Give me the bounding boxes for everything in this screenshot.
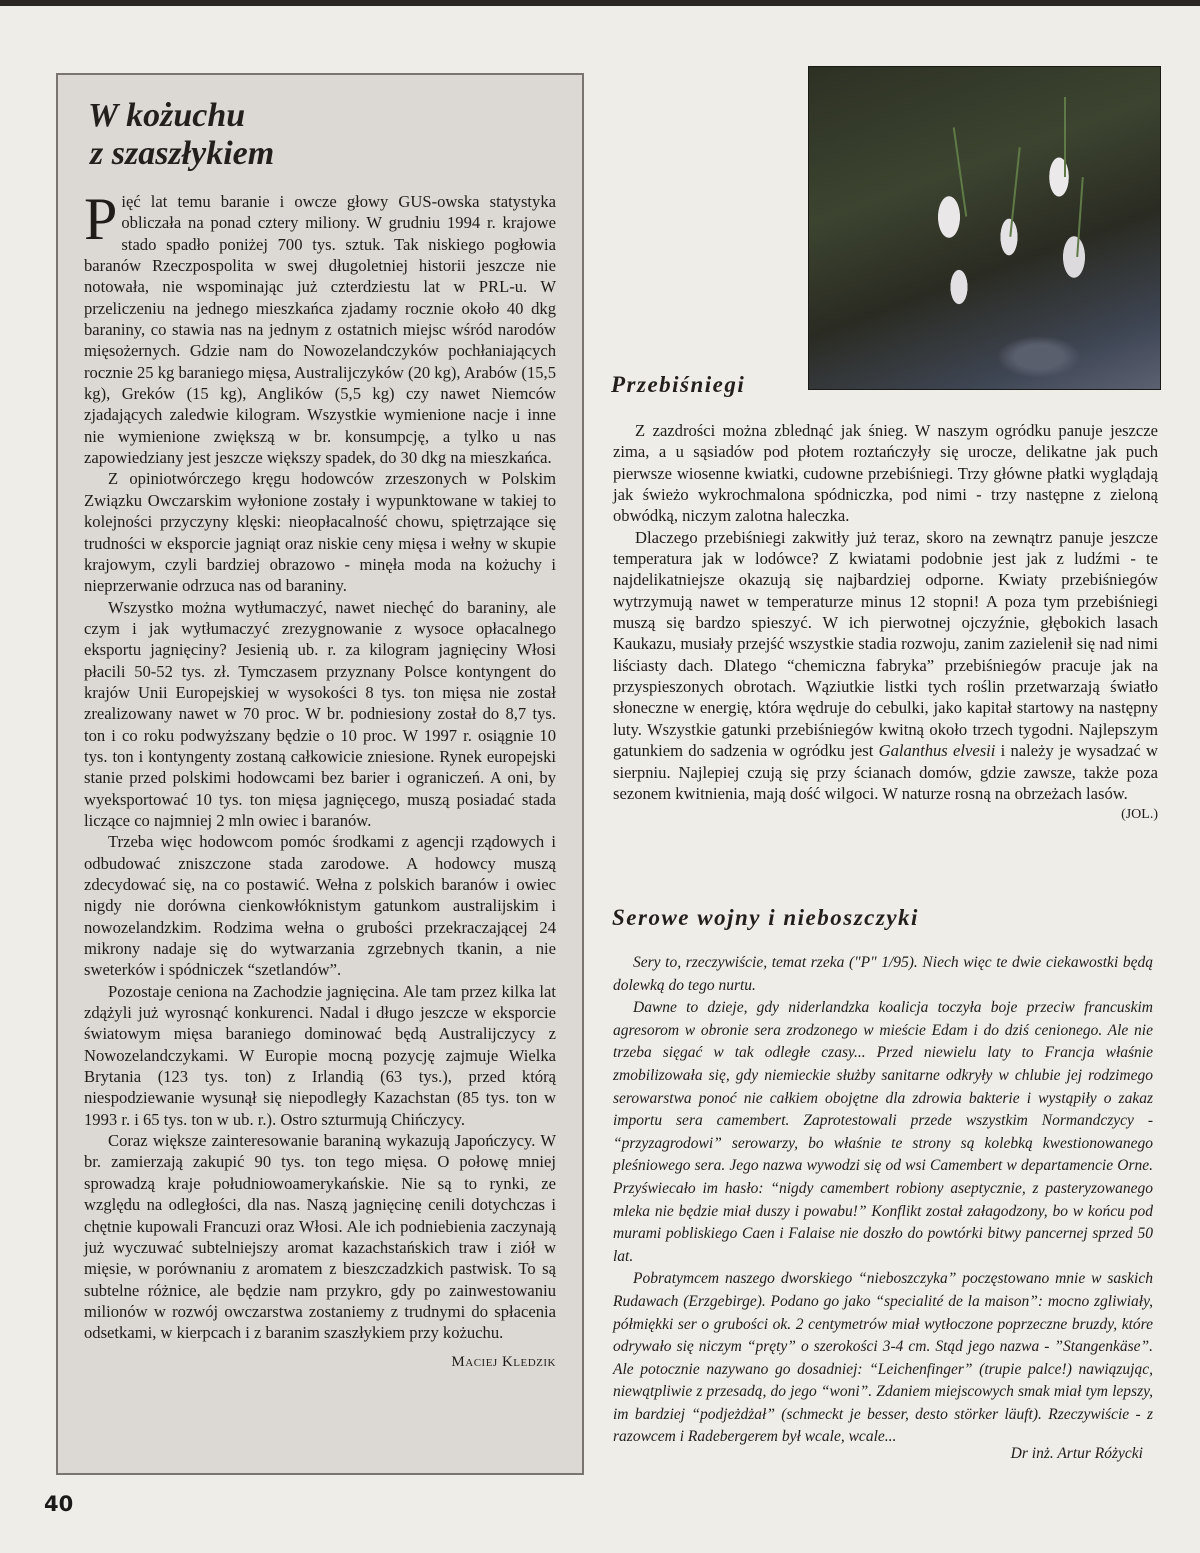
paragraph-4: Trzeba więc hodowcom pomóc środkami z agencji rządowych i odbudować zniszczone stada zarodowe. A hodowcy muszą zdecydować się, na co postawić. Wełna z polskich baranów i owiec nigdy nie dorówna cienkowłóknistym gatunkom australijskim i nowozelandzkim. Rodzima wełna o grubości przekraczającej 24 mikrony nadaje się do wytwarzania zgrzebnych tkanin, a nie sweterków i spódniczek “szetlandów”. <box>84 832 556 980</box>
cheese-author: Dr inż. Artur Różycki <box>1010 1445 1143 1462</box>
sidebar-body <box>84 186 556 1373</box>
paragraph-5: Pozostaje ceniona na Zachodzie jagnięcina. Ale tam przez kilka lat zdążyli już wyrosnąć konkurenci. Nadal i długo jeszcze w eksporcie światowym mięsa baraniego dominować będą Australijczycy z Nowozelandczykami. W Europie mocną pozycję zajmuje Wielka Brytania (123 tys. ton) z Irlandią (63 tys.), przed którą niespodziewanie wysunął się niepodległy Kazachstan (85 tys. ton w 1993 r. i 65 tys. ton w ub. r.). Ostro szturmują Chińczycy. <box>84 981 556 1129</box>
snowdrop-photo <box>808 66 1161 390</box>
page-number: 40 <box>44 1492 74 1516</box>
cheese-paragraph-2: Dawne to dzieje, gdy niderlandzka koalicja toczyła boje przeciw francuskim agresorom w obronie sera zrodzonego w mieście Edam i do dziś cenionego. Ale nie trzeba sięgać w tak odległe czasy... Przed niewielu laty to Francja właśnie zmobilizowała się, gdy niemieckie służby sanitarne odkryły w chlubie jej rodzimego serowarstwa ponoć nie całkiem obojętne dla zdrowia bakterie i wystąpiły o zakaz importu sera camembert. Zaprotestowali przede wszystkim Normandczycy - “przyzagrodowi” serowarzy, bo właśnie te strony są kolebką kwestionowanego pleśniowego sera. Jego nazwa wywodzi się od wsi Camembert w departamencie Orne. Przyświecało im hasło: “nigdy camembert robiony aseptycznie, z pasteryzowanego mleka nie będzie miał duszy i powabu!” Konflikt został załagodzony, bo w końcu pod murami pobliskiego Caen i Falaise nie doszło do powtórki bitwy pancernej sprzed 50 lat. <box>613 999 1153 1265</box>
snowdrop-signature: (JOL.) <box>1121 807 1158 823</box>
drop-cap: P <box>84 186 118 252</box>
snowdrop-paragraph-1: Z zazdrości można zblednąć jak śnieg. W naszym ogródku panuje jeszcze zima, a u sąsiadów pod płotem roztańczyły się urocze, delikatne jak puch pierwsze wiosenne kwiatki, cudowne przebiśniegi. Trzy główne płatki wyglądają jak świeżo wykrochmalona spódniczka, pod nimi - trzy następne z zieloną obwódką, niczym zalotna haleczka. <box>613 421 1158 526</box>
title-line-1: W kożuchu <box>88 97 246 134</box>
top-rule <box>0 0 1200 6</box>
paragraph-1: Pięć lat temu baranie i owcze głowy GUS-owska statystyka obliczała na ponad cztery miliony. W grudniu 1994 r. krajowe stado spadło poniżej 700 tys. sztuk. Tak niskiego pogłowia baranów Rzeczpospolita w swej długoletniej historii jeszcze nie notowała, nie wspominając już czterdziestu lat w PRL-u. W przeliczeniu na jednego mieszkańca zjadamy rocznie około 40 dkg baraniny, co stawia nas na jednym z ostatnich miejsc wśród narodów mięsożernych. Gdzie nam do Nowozelandczyków pochłaniających rocznie 25 kg baraniego mięsa, Australijczyków (20 kg), Arabów (15,5 kg), Greków (15 kg), Anglików (5,5 kg) czy nawet Niemców zjadających zaledwie kilogram. Wszystkie wymienione nacje i inne nie wymienione zwiększą w br. konsumpcję, a tylko u nas zapowiedziany jest jeszcze większy spadek, do 30 dkg na mieszkańca. <box>84 186 556 468</box>
sidebar-article-box <box>56 73 584 1475</box>
sidebar-title <box>88 97 556 173</box>
title-line-2: z szaszłykiem <box>90 135 275 172</box>
paragraph-2: Z opiniotwórczego kręgu hodowców zrzeszonych w Polskim Związku Owczarskim wyłonione zostały i wypunktowane w takiej to kolejności przyczyny klęski: nieopłacalność chowu, spiętrzające się trudności w eksporcie jagniąt oraz niskie ceny mięsa i wełny w skupie krajowym, czyli bardziej obrazowo - minęła moda na kożuchy i nieprzerwanie odrzuca nas od baraniny. <box>84 469 556 596</box>
snowdrop-heading: Przebiśniegi <box>611 372 746 397</box>
paragraph-3: Wszystko można wytłumaczyć, nawet niechęć do baraniny, ale czym i jak wytłumaczyć zrezygnowanie z wysoce opłacalnego eksportu jagnięciny? Jesienią ub. r. za kilogram jagnięciny Włosi płacili 50-52 tys. zł. Tymczasem przyznany Polsce kontyngent do krajów Unii Europejskiej w wysokości 8 tys. ton mięsa nie został zrealizowany nawet w 70 proc. W br. podniesiony został do 8,7 tys. ton i co roku podwyższany będzie o 10 proc. W 1997 r. osiągnie 10 tys. ton i kontyngenty zostaną całkowicie zniesione. Rynek europejski stanie przed polskimi hodowcami bez barier i ograniczeń. A oni, by wyeksportować 10 tys. ton mięsa jagnięcego, muszą posiadać stada liczące co najmniej 2 mln owiec i baranów. <box>84 597 556 830</box>
cheese-heading: Serowe wojny i nieboszczyki <box>612 905 919 930</box>
paragraph-6: Coraz większe zainteresowanie baraniną wykazują Japończycy. W br. zamierzają zakupić 90 tys. ton tego mięsa. O połowę mniej sprowadzą kraje południowoamerykańskie. Nie są to rynki, ze względu na odległości, dla nas. Naszą jagnięcinę cenili dotychczas i chętnie kupowali Francuzi oraz Włosi. Ale ich podniebienia zaczynają już wyczuwać subtelniejszy aromat kazachstańskich traw i ziół w mięsie, w porównaniu z aromatem z bieszczadzkich pastwisk. To są subtelne różnice, ale będzie nam przykro, gdy po zainwestowaniu milionów w rozwój owczarstwa zostaniemy z trudnymi do spłacenia odsetkami, w kierpcach i z baranim szaszłykiem przy kożuchu. <box>84 1131 556 1343</box>
snowdrop-paragraph-2: Dlaczego przebiśniegi zakwitły już teraz, skoro na zewnątrz panuje jeszcze temperatura jak w lodówce? Z kwiatami podobnie jest jak z ludźmi - te najdelikatniejsze okazują się najbardziej odporne. Kwiaty przebiśniegów wytrzymują nawet w temperaturze minus 12 stopni! A poza tym przebiśniegi muszą się bardzo spieszyć. W ich pierwotnej ojczyźnie, głębokich lasach Kaukazu, musiały przejść wszystkie stadia rozwoju, zanim zazielenił się nad nimi liściasty dach. Dlatego “chemiczna fabryka” przebiśniegów pracuje jak na przyspieszonych obrotach. Wąziutkie listki tych roślin przetwarzają światło słoneczne w energię, która wędruje do cebulki, jako kapitał startowy na następny luty. Wszystkie gatunki przebiśniegów kwitną około trzech tygodni. Najlepszym gatunkiem do sadzenia w ogródku jest Galanthus elvesii i należy je wysadzać w sierpniu. Najlepiej czują się przy ścianach domów, gdzie zawsze, także poza sezonem kwitnienia, mają dość wilgoci. W naturze rosną na obrzeżach lasów. (JOL.) <box>613 527 1158 804</box>
article-author: Maciej Kledzik <box>451 1353 556 1370</box>
snowdrop-body <box>613 420 1158 826</box>
cheese-paragraph-3: Pobratymcem naszego dworskiego “nieboszczyka” poczęstowano mnie w saskich Rudawach (Erzgebirge). Podano go jako “specialité de la maison”: mocno zgliwiały, półmiękki ser o grubości ok. 2 centymetrów miał wytłoczone poprzeczne bruzdy, które odrywało się niczym “pręty” o szerokości 3-4 cm. Stąd jego nazwa - ”Stangenkäse”. Ale potocznie nazywano go dosadniej: “Leichenfinger” (trupie palce!) nawiązując, niewątpliwie z przesadą, do jego “woni”. Zdaniem miejscowych smak miał tym lepszy, im bardziej “podjeżdżał” (schmeckt je besser, desto störker läuft). Rzeczywiście - z razowcem i Radebergerem był wcale, wcale... <box>613 1270 1153 1446</box>
cheese-paragraph-1: Sery to, rzeczywiście, temat rzeka ("P" 1/95). Niech więc te dwie ciekawostki będą dolewką do tego nurtu. <box>613 954 1153 994</box>
cheese-body <box>613 952 1153 1449</box>
